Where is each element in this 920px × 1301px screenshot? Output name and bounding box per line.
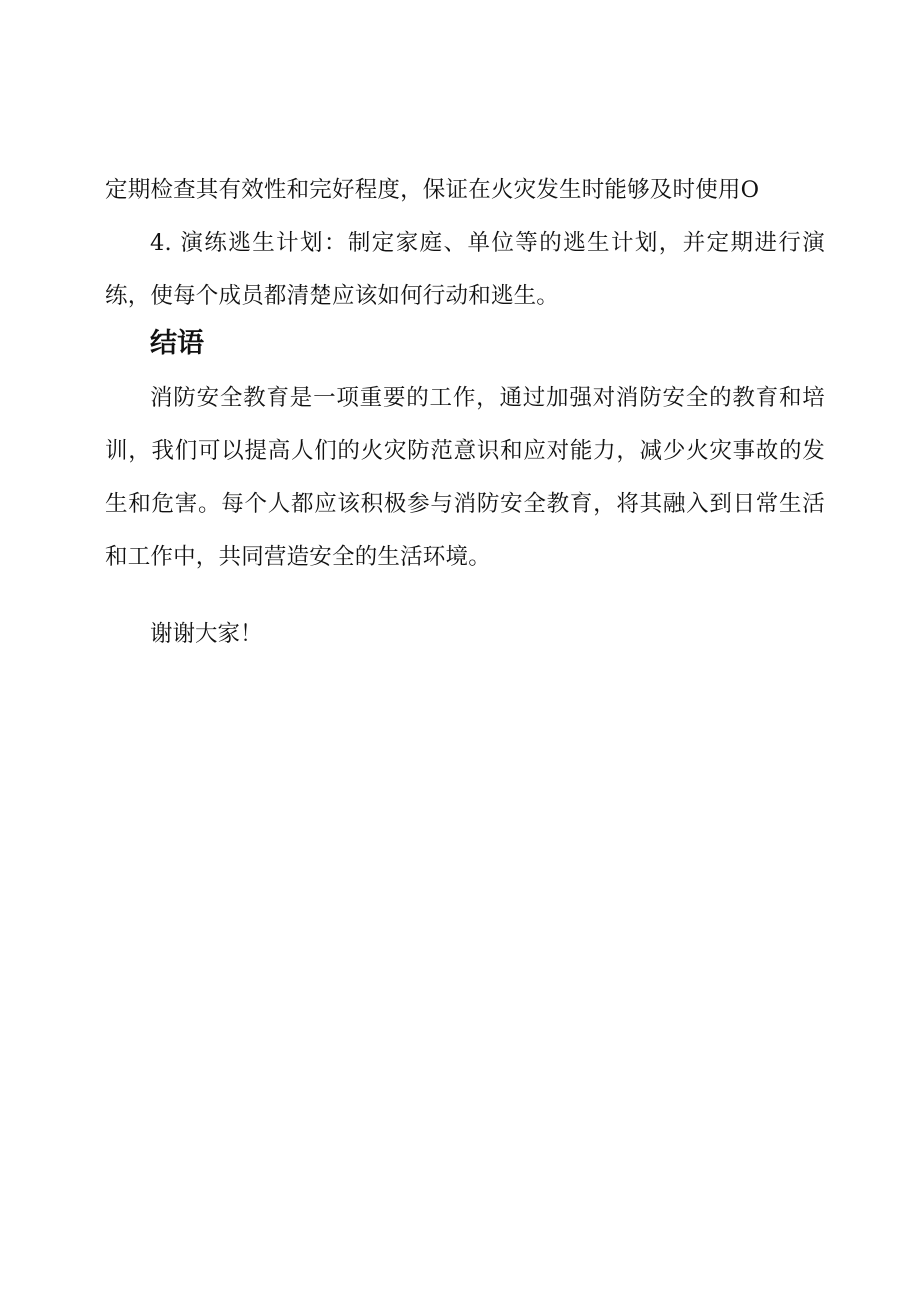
conclusion-paragraph: 消防安全教育是一项重要的工作，通过加强对消防安全的教育和培训，我们可以提高人们的火灾防范意识和应对能力，减少火灾事故的发生和危害。每个人都应该积极参与消防安全教育，将其融入到日常生活和工作中，共同营造安全的生活环境。 [105, 385, 825, 570]
conclusion-heading: 结语 [150, 328, 204, 359]
continuation-paragraph: 定期检查其有效性和完好程度，保证在火灾发生时能够及时使用O [105, 177, 760, 203]
closing-text: 谢谢大家！ [150, 621, 263, 647]
list-item-escape-plan: 4. 演练逃生计划：制定家庭、单位等的逃生计划，并定期进行演练，使每个成员都清楚应该如何行动和逃生。 [105, 230, 825, 309]
